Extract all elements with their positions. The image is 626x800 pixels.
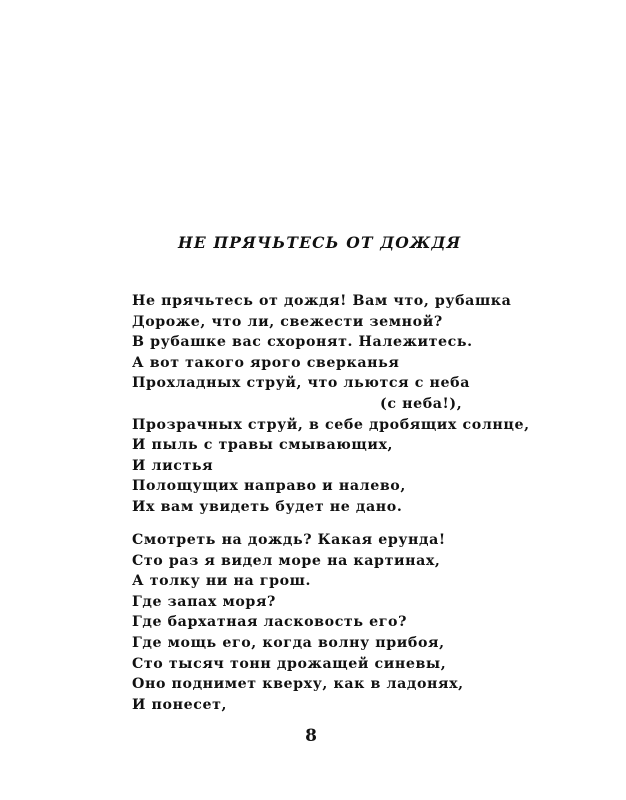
- poem-line: И листья: [132, 457, 214, 474]
- poem-line: Смотреть на дождь? Какая ерунда!: [132, 532, 446, 548]
- poem-line: Прозрачных струй, в себе дробящих солнце,: [132, 416, 530, 433]
- poem-line: Где бархатная ласковость его?: [132, 614, 407, 631]
- page-number: 8: [305, 726, 317, 746]
- poem-title: НЕ ПРЯЧЬТЕСЬ ОТ ДОЖДЯ: [178, 233, 462, 252]
- poem-line: Прохладных струй, что льются с неба: [132, 375, 470, 392]
- stanza-1: [132, 291, 530, 518]
- poem-line: И понесет,: [132, 696, 227, 713]
- poem-line: А вот такого ярого сверканья: [132, 354, 400, 371]
- poem-line: Где мощь его, когда волну прибоя,: [132, 634, 445, 651]
- poem-line: Полощущих направо и налево,: [132, 478, 406, 495]
- poem-line: Где запах моря?: [132, 593, 276, 610]
- poem-line: А толку ни на грош.: [132, 573, 312, 590]
- poem-line: И пыль с травы смывающих,: [132, 437, 394, 454]
- poem-line: В рубашке вас схоронят. Належитесь.: [132, 334, 473, 351]
- poem-line: Сто тысяч тонн дрожащей синевы,: [132, 655, 447, 672]
- stanza-2: [132, 530, 464, 715]
- poem-line: Их вам увидеть будет не дано.: [132, 498, 403, 515]
- poem-line: Дороже, что ли, свежести земной?: [132, 313, 443, 330]
- poem-line: Не прячьтесь от дождя! Вам что, рубашка: [132, 293, 512, 309]
- poem-line-indented: (с неба!),: [380, 395, 463, 412]
- poem-line: Сто раз я видел море на картинах,: [132, 552, 441, 569]
- poem-line: Оно поднимет кверху, как в ладонях,: [132, 676, 464, 693]
